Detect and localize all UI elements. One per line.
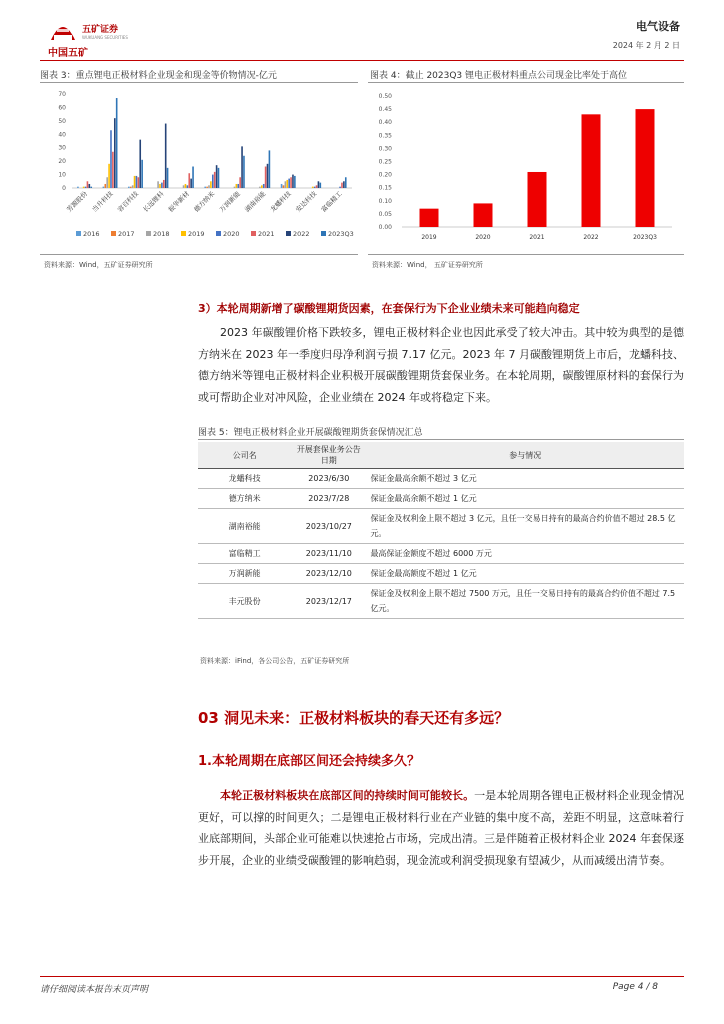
bar [285,181,287,188]
table-header-detail: 参与情况 [366,442,684,469]
table5-title-rule [198,439,684,440]
header-meta [613,18,680,51]
fig4-source: 资料来源：Wind， 五矿证券研究所 [372,261,483,269]
bar [528,172,547,227]
bar [343,181,345,188]
legend-label: 2023Q3 [328,230,354,238]
x-tick-label: 2023Q3 [633,234,657,241]
y-tick-label: 0.15 [378,184,392,192]
bar [106,177,108,188]
bar [114,118,116,188]
y-tick-label: 70 [58,91,66,98]
bar [165,124,167,188]
bar [190,179,192,188]
bar [288,179,290,188]
bar [141,160,143,188]
footer-disclaimer: 请仔细阅读本报告末页声明 [40,985,149,995]
table-cell-company: 龙蟠科技 [198,469,291,489]
legend-swatch [146,231,151,236]
y-tick-label: 0.40 [378,119,392,127]
subsection-heading: 3）本轮周期新增了碳酸锂期货因素，在套保行为下企业业绩未来可能趋向稳定 [198,302,580,315]
y-tick-label: 0.00 [378,224,392,231]
x-tick-label: 容百科技 [116,189,141,214]
bar [90,187,92,188]
bar [134,176,136,188]
table5-source: 资料来源：iFind，各公司公告，五矿证券研究所 [200,657,350,665]
bar [582,114,601,227]
legend-label: 2020 [223,230,240,238]
page-number: Page 4 / 8 [612,982,658,992]
bar [237,184,239,188]
legend-label: 2016 [83,230,100,238]
bar [241,146,243,188]
bar [212,175,214,188]
bar [206,187,208,188]
bar [210,181,212,188]
table-cell-company: 万润新能 [198,564,291,584]
bar [139,140,141,188]
legend-label: 2021 [258,230,275,238]
x-tick-label: 龙蟠科技 [268,189,293,214]
table-row [198,509,684,544]
chart-cash-equivalents [40,86,360,250]
legend-swatch [216,231,221,236]
bar [204,187,206,188]
bar [112,152,114,188]
bar [267,164,269,188]
y-tick-label: 50 [58,117,66,125]
y-tick-label: 40 [58,131,66,139]
subsection-paragraph: 2023 年碳酸锂价格下跌较多，锂电正极材料企业也因此承受了较大冲击。其中较为典型的是德方纳米在 2023 年一季度归母净利润亏损 7.17 亿元。2023 年 7 月碳酸锂期货上市后，龙蟠科技、德方纳米等锂电正极材料企业积极开展碳酸锂期货套保业务。在本轮周期，碳酸锂原材料的套保行为或可帮助企业对冲风险，企业业绩在 2024 年或将稳定下来。 [198,326,684,404]
fig3-title-rule [40,82,358,83]
bar [77,187,79,188]
bar [183,185,185,188]
bar [159,184,161,188]
x-tick-label: 万润新能 [217,189,242,214]
bar [239,177,241,188]
y-tick-label: 0.45 [378,106,392,114]
section-subheading: 1.本轮周期在底部区间还会持续多久？ [198,754,420,769]
bar [110,130,112,188]
table-cell-company: 德方纳米 [198,489,291,509]
table-cell-date: 2023/7/28 [291,489,366,509]
fig3-bottom-rule [40,254,358,255]
bar [261,185,263,188]
bar [290,177,292,188]
bar [316,185,318,188]
y-tick-label: 0 [62,185,66,192]
hedging-table [198,442,684,619]
y-tick-label: 0.20 [378,171,392,179]
header-divider [40,60,684,61]
bar [87,181,89,188]
x-tick-label: 芳源股份 [65,189,90,214]
bar [167,168,169,188]
bar [108,164,110,188]
bar [208,185,210,188]
bar [89,184,91,188]
table-row [198,564,684,584]
bar [312,187,314,188]
legend-swatch [251,231,256,236]
bar [130,187,132,188]
x-tick-label: 安达科技 [294,189,319,214]
y-tick-label: 0.05 [378,210,392,218]
bar [214,172,216,188]
bar [339,187,341,188]
table-row [198,544,684,564]
fig4-title: 图表 4：截止 2023Q3 锂电正极材料重点公司现金比率处于高位 [370,71,628,81]
bar [292,175,294,188]
bar [420,209,439,227]
section-heading: 03 洞见未来：正极材料板块的春天还有多远？ [198,709,510,727]
legend-swatch [321,231,326,236]
x-tick-label: 2019 [421,234,437,241]
table-cell-detail: 保证金及权利金上限不超过 3 亿元，且任一交易日持有的最高合约价值不超过 28.5 亿元。 [366,509,684,544]
bar [281,184,283,188]
table-cell-detail: 保证金最高额度不超过 1 亿元 [366,564,684,584]
table-row [198,489,684,509]
bar [341,183,343,188]
legend-swatch [181,231,186,236]
x-tick-label: 德方纳米 [192,189,217,214]
bar [116,98,118,188]
y-tick-label: 0.30 [378,145,392,153]
bar [187,185,189,188]
paragraph-body: 一是本轮周期各锂电正极材料企业现金情况更好，可以撑的时间更久；二是锂电正极材料行业在产业链的集中度不高，差距不明显，这意味着行业底部期间，头部企业可能难以快速抢占市场，完成出清。三是伴随着正极材料企业 2024 年套保逐步开展，企业的业绩受碳酸锂的影响趋弱，现金流或利润受损现象有望减少，从而减缓出清节奏。 [198,789,685,867]
x-tick-label: 湖南裕能 [243,189,268,214]
bar [216,165,218,188]
table-header-company: 公司名 [198,442,291,469]
fig3-title: 图表 3：重点锂电正极材料企业现金和现金等价物情况-亿元 [40,71,277,81]
bar [188,173,190,188]
y-tick-label: 60 [58,104,66,112]
table-cell-date: 2023/12/17 [291,584,366,619]
table-header-date: 开展套保业务公告日期 [291,442,366,469]
bar [259,187,261,188]
bar [318,181,320,188]
table-cell-detail: 保证金最高余额不超过 3 亿元 [366,469,684,489]
legend-swatch [111,231,116,236]
bar [283,185,285,188]
legend-label: 2019 [188,230,205,238]
bar [474,203,493,227]
table-cell-date: 2023/6/30 [291,469,366,489]
x-tick-label: 2021 [529,234,545,241]
x-tick-label: 富临精工 [319,189,344,214]
logo-en: WUKUANG SECURITIES [82,35,128,40]
legend-label: 2022 [293,230,310,238]
y-tick-label: 0.35 [378,132,392,140]
industry-label: 电气设备 [636,20,680,33]
table-cell-company: 丰元股份 [198,584,291,619]
bar [218,168,220,188]
legend-swatch [76,231,81,236]
section-paragraph [198,785,684,871]
fig4-bottom-rule [368,254,684,255]
bar [136,176,138,188]
bar [314,187,316,188]
legend-swatch [286,231,291,236]
bar [83,187,85,188]
bar [128,187,130,188]
bar [236,184,238,188]
bar [294,176,296,188]
paragraph-lead: 本轮正极材料板块在底部区间的持续时间可能较长。 [220,789,475,802]
fig4-title-rule [368,82,684,83]
bar [265,167,267,188]
bar [132,185,134,188]
bar [161,183,163,188]
fig3-source: 资料来源：Wind，五矿证券研究所 [44,261,153,269]
bar [157,181,159,188]
table-cell-company: 湖南裕能 [198,509,291,544]
bar [104,184,106,188]
bar [345,177,347,188]
legend-label: 2017 [118,230,135,238]
chart-cash-ratio [366,86,684,250]
table-row [198,469,684,489]
bar [85,187,87,188]
logo-name: 五矿证券 [82,25,119,35]
table-cell-detail: 最高保证金额度不超过 6000 万元 [366,544,684,564]
company-logo [48,20,158,59]
bar [163,180,165,188]
logo-parent-name: 中国五矿 [48,48,88,59]
table-cell-date: 2023/10/27 [291,509,366,544]
x-tick-label: 长远锂科 [141,189,166,214]
x-tick-label: 振华新材 [166,189,191,214]
bar [192,167,194,188]
y-tick-label: 10 [58,171,66,179]
y-tick-label: 0.50 [378,93,392,100]
table5-title: 图表 5：锂电正极材料企业开展碳酸锂期货套保情况汇总 [198,428,423,438]
x-tick-label: 2020 [475,234,491,241]
bar [138,177,140,188]
logo-emblem-icon [48,20,78,42]
bar [103,187,105,188]
bar [263,184,265,188]
footer-divider [40,976,684,977]
y-tick-label: 0.10 [378,197,392,205]
bar [320,183,322,188]
table-cell-detail: 保证金最高余额不超过 1 亿元 [366,489,684,509]
table-cell-date: 2023/12/10 [291,564,366,584]
table-cell-company: 富临精工 [198,544,291,564]
y-tick-label: 0.25 [378,158,392,166]
bar [234,187,236,188]
table-cell-detail: 保证金及权利金上限不超过 7500 万元，且任一交易日持有的最高合约价值不超过 7.5 亿元。 [366,584,684,619]
bar [636,109,655,227]
bar [286,180,288,188]
legend-label: 2018 [153,230,170,238]
report-date: 2024 年 2 月 2 日 [612,41,680,50]
bar [269,150,271,188]
y-tick-label: 30 [58,144,66,152]
bar [243,156,245,188]
y-tick-label: 20 [58,158,66,166]
bar [185,184,187,188]
x-tick-label: 2022 [583,234,599,241]
table-header-row [198,442,684,469]
x-tick-label: 当升科技 [90,189,115,214]
table-cell-date: 2023/11/10 [291,544,366,564]
table-row [198,584,684,619]
